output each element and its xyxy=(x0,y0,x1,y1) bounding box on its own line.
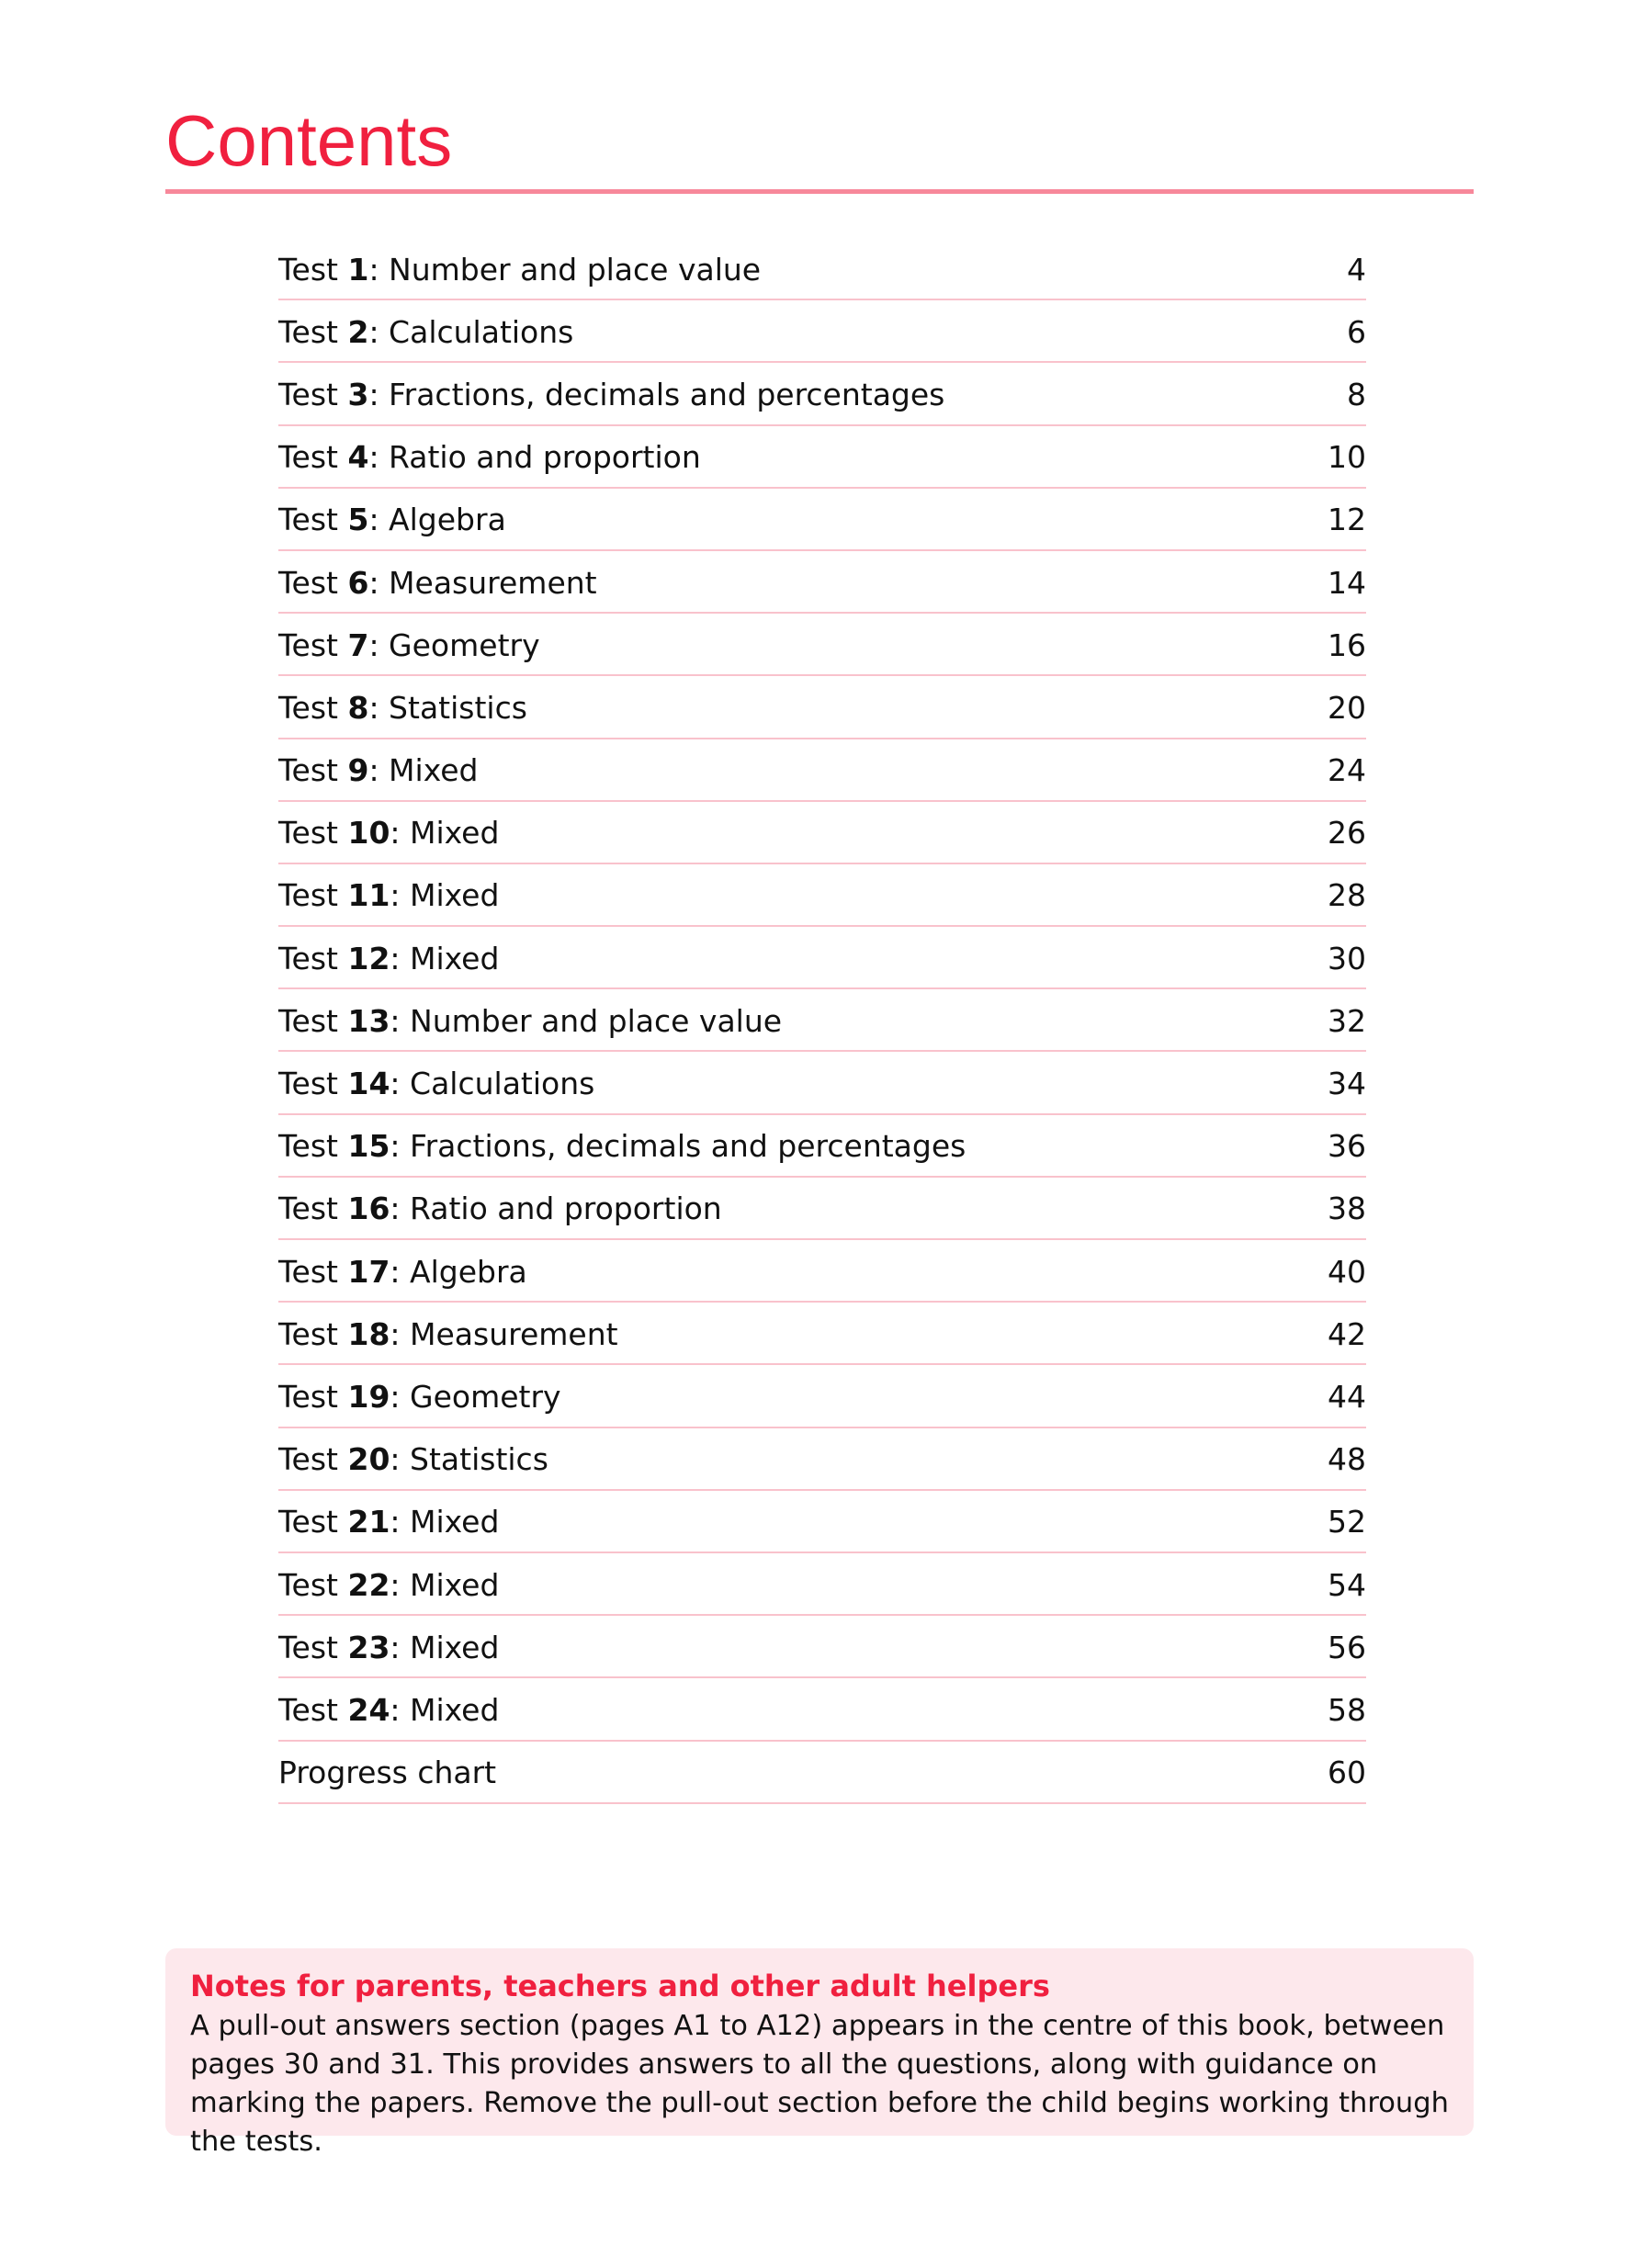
entry-topic: : Mixed xyxy=(368,752,479,789)
entry-prefix: Test xyxy=(278,815,348,852)
entry-prefix: Test xyxy=(278,564,348,601)
entry-test-number: 9 xyxy=(347,752,369,789)
entry-test-number: 22 xyxy=(347,1566,390,1603)
contents-entry xyxy=(278,426,1366,489)
entry-label xyxy=(278,1630,499,1665)
contents-entry xyxy=(278,614,1366,676)
entry-page-number: 8 xyxy=(1347,376,1366,412)
entry-label xyxy=(278,1504,499,1540)
entry-topic: : Measurement xyxy=(390,1315,618,1352)
entry-label xyxy=(278,1755,496,1790)
entry-page-number: 52 xyxy=(1328,1504,1366,1540)
contents-entry xyxy=(278,1491,1366,1553)
entry-page-number: 4 xyxy=(1347,251,1366,288)
entry-prefix: Progress chart xyxy=(278,1755,497,1791)
entry-label xyxy=(278,877,499,913)
entry-label xyxy=(278,1190,722,1226)
entry-test-number: 15 xyxy=(347,1128,390,1165)
contents-entry xyxy=(278,989,1366,1052)
entry-test-number: 23 xyxy=(347,1629,390,1665)
entry-prefix: Test xyxy=(278,1002,348,1039)
entry-test-number: 24 xyxy=(347,1691,390,1728)
entry-label xyxy=(278,439,701,475)
entry-prefix: Test xyxy=(278,313,348,350)
entry-page-number: 44 xyxy=(1328,1378,1366,1415)
entry-label xyxy=(278,377,944,412)
contents-entry xyxy=(278,238,1366,300)
contents-entry xyxy=(278,1742,1366,1804)
entry-page-number: 6 xyxy=(1347,313,1366,350)
contents-entry xyxy=(278,1365,1366,1427)
entry-page-number: 20 xyxy=(1328,689,1366,726)
entry-page-number: 30 xyxy=(1328,940,1366,976)
entry-label xyxy=(278,627,540,663)
entry-page-number: 32 xyxy=(1328,1002,1366,1039)
contents-entry xyxy=(278,1240,1366,1303)
entry-prefix: Test xyxy=(278,1441,348,1478)
entry-topic: : Mixed xyxy=(390,1504,500,1540)
entry-label xyxy=(278,815,499,851)
entry-test-number: 4 xyxy=(347,439,369,476)
entry-prefix: Test xyxy=(278,376,348,412)
notes-box xyxy=(165,1948,1474,2158)
contents-entry xyxy=(278,676,1366,739)
entry-test-number: 7 xyxy=(347,626,369,663)
entry-page-number: 38 xyxy=(1328,1190,1366,1227)
contents-entry xyxy=(278,1115,1366,1178)
entry-topic: : Ratio and proportion xyxy=(390,1190,722,1227)
entry-page-number: 48 xyxy=(1328,1441,1366,1478)
entry-prefix: Test xyxy=(278,502,348,538)
entry-prefix: Test xyxy=(278,1315,348,1352)
entry-test-number: 3 xyxy=(347,376,369,412)
entry-label xyxy=(278,314,573,350)
entry-test-number: 19 xyxy=(347,1378,390,1415)
entry-test-number: 1 xyxy=(347,251,369,288)
entry-topic: : Statistics xyxy=(368,689,527,726)
title-rule xyxy=(165,189,1474,194)
entry-topic: : Mixed xyxy=(390,1691,500,1728)
entry-prefix: Test xyxy=(278,251,348,288)
entry-prefix: Test xyxy=(278,1504,348,1540)
entry-prefix: Test xyxy=(278,877,348,914)
contents-entry xyxy=(278,551,1366,614)
entry-label xyxy=(278,941,499,976)
entry-prefix: Test xyxy=(278,1128,348,1165)
entry-label xyxy=(278,752,478,788)
entry-page-number: 60 xyxy=(1328,1755,1366,1791)
entry-label xyxy=(278,502,506,537)
entry-topic: : Statistics xyxy=(390,1441,548,1478)
entry-test-number: 8 xyxy=(347,689,369,726)
entry-page-number: 16 xyxy=(1328,626,1366,663)
contents-entry xyxy=(278,739,1366,802)
entry-test-number: 10 xyxy=(347,815,390,852)
entry-label xyxy=(278,565,597,601)
entry-prefix: Test xyxy=(278,689,348,726)
entry-topic: : Mixed xyxy=(390,1566,500,1603)
entry-label xyxy=(278,1441,548,1477)
contents-entry xyxy=(278,1678,1366,1741)
entry-topic: : Algebra xyxy=(368,502,506,538)
entry-label xyxy=(278,1066,594,1101)
entry-test-number: 13 xyxy=(347,1002,390,1039)
entry-topic: : Mixed xyxy=(390,877,500,914)
entry-test-number: 12 xyxy=(347,940,390,976)
notes-body: A pull-out answers section (pages A1 to A12) appears in the centre of this book, between pages 30 and 31. This provides answers to all the questions, along with guidance on marking the papers. Remove the pull-out section before the child begins working through the tests. xyxy=(190,2010,1449,2158)
entry-page-number: 26 xyxy=(1328,815,1366,852)
entry-topic: : Fractions, decimals and percentages xyxy=(390,1128,966,1165)
entry-prefix: Test xyxy=(278,1629,348,1665)
entry-page-number: 14 xyxy=(1328,564,1366,601)
entry-page-number: 36 xyxy=(1328,1128,1366,1165)
entry-page-number: 12 xyxy=(1328,502,1366,538)
entry-topic: : Mixed xyxy=(390,1629,500,1665)
entry-test-number: 21 xyxy=(347,1504,390,1540)
contents-entry xyxy=(278,802,1366,864)
contents-entry xyxy=(278,1303,1366,1365)
entry-test-number: 6 xyxy=(347,564,369,601)
entry-test-number: 17 xyxy=(347,1253,390,1290)
entry-prefix: Test xyxy=(278,1691,348,1728)
entry-label xyxy=(278,1567,499,1603)
entry-label xyxy=(278,1379,561,1415)
contents-entry xyxy=(278,300,1366,363)
contents-entry xyxy=(278,864,1366,927)
entry-page-number: 24 xyxy=(1328,752,1366,789)
entry-topic: : Calculations xyxy=(368,313,574,350)
entry-prefix: Test xyxy=(278,1378,348,1415)
entry-topic: : Fractions, decimals and percentages xyxy=(368,376,945,412)
entry-test-number: 16 xyxy=(347,1190,390,1227)
entry-page-number: 40 xyxy=(1328,1253,1366,1290)
entry-prefix: Test xyxy=(278,1066,348,1102)
entry-label xyxy=(278,690,527,726)
entry-topic: : Geometry xyxy=(368,626,540,663)
entry-label xyxy=(278,252,761,288)
entry-prefix: Test xyxy=(278,1190,348,1227)
entry-label xyxy=(278,1254,527,1290)
contents-entry xyxy=(278,1616,1366,1678)
contents-entry xyxy=(278,927,1366,989)
contents-entry xyxy=(278,1052,1366,1114)
entry-topic: : Ratio and proportion xyxy=(368,439,701,476)
entry-label xyxy=(278,1128,966,1164)
entry-test-number: 11 xyxy=(347,877,390,914)
entry-topic: : Calculations xyxy=(390,1066,595,1102)
entry-topic: : Measurement xyxy=(368,564,597,601)
entry-label xyxy=(278,1003,782,1039)
entry-page-number: 10 xyxy=(1328,439,1366,476)
entry-test-number: 5 xyxy=(347,502,369,538)
entry-page-number: 42 xyxy=(1328,1315,1366,1352)
entry-page-number: 58 xyxy=(1328,1691,1366,1728)
entry-label xyxy=(278,1316,618,1352)
entry-label xyxy=(278,1692,499,1728)
notes-heading: Notes for parents, teachers and other adult helpers xyxy=(190,1969,1050,2003)
entry-page-number: 56 xyxy=(1328,1629,1366,1665)
entry-page-number: 34 xyxy=(1328,1066,1366,1102)
entry-page-number: 28 xyxy=(1328,877,1366,914)
entry-page-number: 54 xyxy=(1328,1566,1366,1603)
entry-topic: : Number and place value xyxy=(368,251,762,288)
contents-entry xyxy=(278,1178,1366,1240)
entry-prefix: Test xyxy=(278,940,348,976)
entry-prefix: Test xyxy=(278,439,348,476)
entry-topic: : Algebra xyxy=(390,1253,527,1290)
entry-topic: : Mixed xyxy=(390,815,500,852)
entry-prefix: Test xyxy=(278,1253,348,1290)
entry-test-number: 18 xyxy=(347,1315,390,1352)
entry-prefix: Test xyxy=(278,1566,348,1603)
contents-list xyxy=(278,238,1366,1804)
entry-topic: : Geometry xyxy=(390,1378,561,1415)
entry-topic: : Number and place value xyxy=(390,1002,783,1039)
entry-prefix: Test xyxy=(278,752,348,789)
page-title: Contents xyxy=(165,100,453,181)
contents-entry xyxy=(278,363,1366,425)
entry-test-number: 14 xyxy=(347,1066,390,1102)
contents-entry xyxy=(278,489,1366,551)
entry-topic: : Mixed xyxy=(390,940,500,976)
entry-prefix: Test xyxy=(278,626,348,663)
entry-test-number: 2 xyxy=(347,313,369,350)
entry-test-number: 20 xyxy=(347,1441,390,1478)
contents-entry xyxy=(278,1428,1366,1491)
contents-entry xyxy=(278,1553,1366,1616)
